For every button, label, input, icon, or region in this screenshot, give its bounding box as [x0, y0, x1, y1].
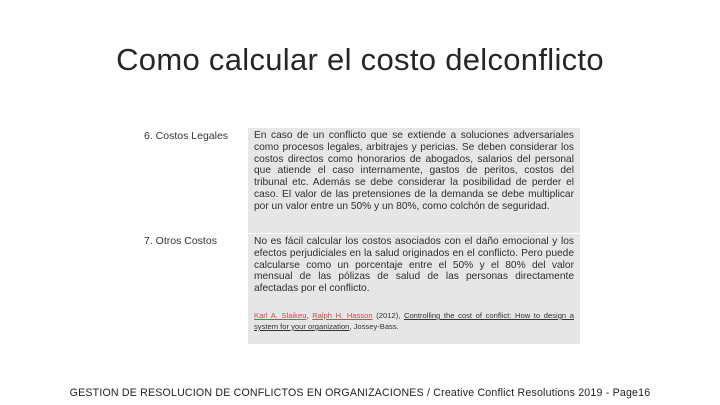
row-label-legal-costs: 6. Costos Legales [144, 130, 229, 142]
row-label-empty [140, 306, 248, 344]
row-label-other-costs: 7. Otros Costos [144, 235, 217, 247]
table-row [140, 233, 580, 306]
slide-footer: GESTION DE RESOLUCION DE CONFLICTOS EN ORGANIZACIONES / Creative Conflict Resolutions 2019 - Page16 [69, 387, 651, 399]
row-text-legal-costs: En caso de un conflicto que se extiende a soluciones adversariales como procesos legales, arbitrajes y pericias. Se deben considerar los costos directos como honorarios de abogados, salarios del personal que atiende el caso internamente, gastos de peritos, costos del tribunal etc. Además se debe considerar la posibilidad de perder el caso. El valor de las pretensiones de la demanda se debe multiplicar por un valor entre un 50% y un 80%, como colchón de seguridad. [248, 128, 580, 233]
table-row [140, 128, 580, 233]
author-link-hasson[interactable]: Ralph H. Hasson [312, 311, 373, 320]
reference-year: (2012), [372, 311, 404, 320]
cost-table [140, 128, 580, 344]
row-text-other-costs: No es fácil calcular los costos asociados con el daño emocional y los efectos perjudiciales en la salud originados en el conflicto. Pero puede calcularse como un porcentaje entre el 50% y el 80% del valor mensual de las pólizas de salud de las personas directamente afectadas por el conflicto. [248, 233, 580, 306]
reference-citation [248, 306, 580, 344]
book-title-link[interactable]: Controlling the cost of conflict: How to design a system for your organization [254, 311, 574, 331]
reference-publisher: , Jossey-Bass. [349, 322, 399, 331]
slide-title: Como calcular el costo delconflicto [116, 42, 604, 77]
author-link-slaikeu[interactable]: Karl A. Slaikeu [254, 311, 307, 320]
table-row [140, 306, 580, 344]
author-separator: , [306, 311, 313, 320]
